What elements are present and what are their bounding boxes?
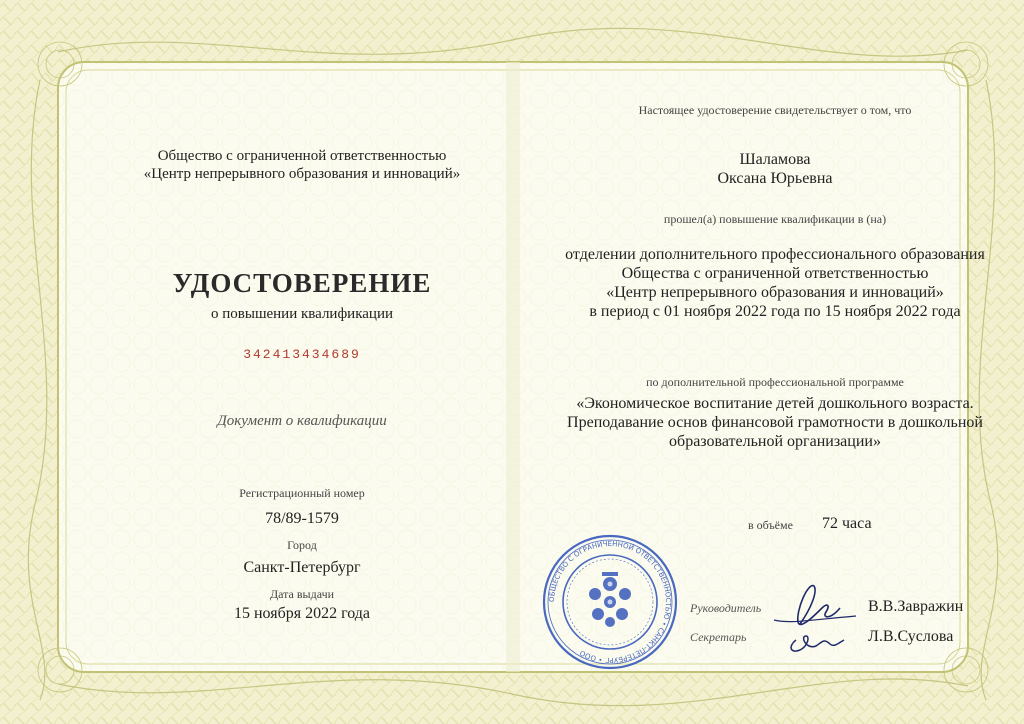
- program-line2: Преподавание основ финансовой грамотности в дошкольной: [567, 414, 983, 431]
- head-label: Руководитель: [690, 601, 762, 615]
- org-name-line1: Общество с ограниченной ответственностью: [157, 148, 447, 164]
- recipient-surname: Шаламова: [739, 151, 811, 168]
- passed-text: прошел(а) повышение квалификации в (на): [663, 212, 887, 226]
- program-label: по дополнительной профессиональной программе: [646, 375, 904, 389]
- program-line3: образовательной организации»: [669, 433, 881, 450]
- svg-text:ОБЩЕСТВО С ОГРАНИЧЕННОЙ ОТВЕТС: ОБЩЕСТВО С ОГРАНИЧЕННОЙ ОТВЕТСТВЕННОСТЬЮ • САНКТ-ПЕТЕРБУРГ • ООО: [547, 539, 673, 665]
- city-value: Санкт-Петербург: [243, 559, 361, 576]
- issue-date-value: 15 ноября 2022 года: [233, 605, 371, 622]
- secretary-name: Л.В.Суслова: [868, 628, 954, 645]
- volume-label: в объёме: [748, 518, 793, 532]
- document-type: Документ о квалификации: [217, 413, 387, 429]
- volume-value: 72 часа: [822, 515, 872, 532]
- recipient-name: Оксана Юрьевна: [717, 170, 833, 187]
- city-label: Город: [287, 538, 317, 552]
- department-line3: «Центр непрерывного образования и инноваций»: [606, 284, 944, 301]
- head-name: В.В.Завражин: [868, 598, 964, 615]
- official-seal-icon: [540, 532, 680, 672]
- period-text: в период с 01 ноября 2022 года по 15 ноября 2022 года: [589, 303, 961, 320]
- issue-date-label: Дата выдачи: [269, 587, 335, 601]
- department-line1: отделении дополнительного профессионального образования: [565, 246, 985, 263]
- department-line2: Общества с ограниченной ответственностью: [621, 265, 929, 282]
- registration-label: Регистрационный номер: [239, 486, 365, 500]
- registration-number: 78/89-1579: [265, 510, 339, 527]
- org-name-line2: «Центр непрерывного образования и инноваций»: [143, 166, 461, 182]
- intro-text: Настоящее удостоверение свидетельствует о том, что: [638, 103, 912, 117]
- document-number: 342413434689: [243, 347, 361, 362]
- program-line1: «Экономическое воспитание детей дошкольного возраста.: [576, 395, 974, 412]
- signature-icon: [770, 580, 860, 660]
- secretary-label: Секретарь: [690, 630, 747, 644]
- document-title: УДОСТОВЕРЕНИЕ: [172, 268, 432, 298]
- document-subtitle: о повышении квалификации: [211, 306, 393, 322]
